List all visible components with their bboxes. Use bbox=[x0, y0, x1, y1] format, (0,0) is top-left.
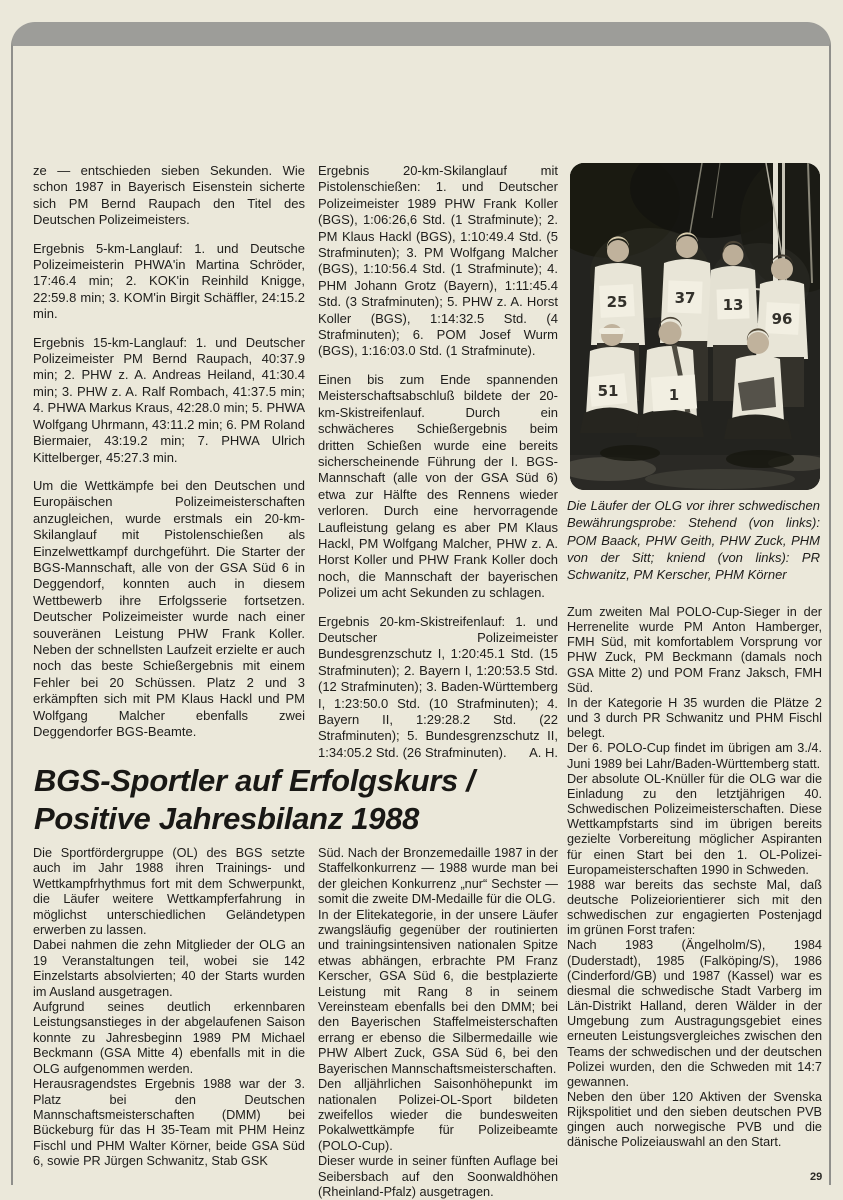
paragraph: Süd. Nach der Bronzemedaille 1987 in der Staffelkonkurrenz — 1988 wurde man bei der gleichen Konkurrenz „nur“ Sechster — somit die zweite DM-Medaille für die OLG. bbox=[318, 846, 558, 907]
article2-column1 bbox=[33, 846, 305, 1170]
article1-column2-body bbox=[318, 163, 558, 761]
photo-caption: Die Läufer der OLG vor ihrer schwedischen Bewährungsprobe: Stehend (von links): POM Baack, PHW Geith, PHW Zuck, PHM von der Sitt; kniend (von links): PR Schwanitz, PM Kerscher, PHM Körner bbox=[567, 498, 820, 583]
headline-line-2: Positive Jahresbilanz 1988 bbox=[34, 800, 420, 836]
article1-column1 bbox=[33, 163, 305, 740]
paragraph: Ergebnis 20-km-Skilanglauf mit Pistolenschießen: 1. und Deutscher Polizeimeister 1989 PHW Frank Koller (BGS), 1:06:26,6 Std. (1 Strafminute); 2. PM Klaus Hackl (BGS), 1:10:49.4 Std. (5 Strafminuten); 3. PM Wolfgang Malcher (BGS), 1:10:56.4 Std. (1 Strafminute); 4. PHM Johann Grotz (Bayern), 1:11:45.4 Std. (3 Strafminuten); 5. PHW z. A. Horst Koller (BGS), 1:14:32.5 Std. (4 Strafminuten); 6. POM Josef Wurm (BGS), 1:16:03.0 Std. (1 Strafminute). bbox=[318, 163, 558, 359]
article2-column3 bbox=[567, 605, 822, 1151]
article1-column2 bbox=[318, 163, 558, 761]
team-photo-illustration bbox=[570, 163, 820, 490]
paragraph: Nach 1983 (Ängelholm/S), 1984 (Duderstadt), 1985 (Falköping/S), 1986 (Cinderford/GB) und 1987 (Kassel) war es diesmal die schwedische Stadt Varberg im Län-Distrikt Halland, deren Wälder in der Umgebung zum Austragungsgebiet eines erneuten Leistungsvergleiches zwischen den Teams der schwedischen und der deutschen Polizei wurden, den die Schweden mit 14:7 gewannen. bbox=[567, 938, 822, 1089]
headline-line-1: BGS-Sportler auf Erfolgskurs / bbox=[34, 763, 475, 798]
paragraph: ze — entschieden sieben Sekunden. Wie schon 1987 in Bayerisch Eisenstein sicherte sich PM Bernd Raupach den Titel des Deutschen Polizeimeisters. bbox=[33, 163, 305, 228]
bib-number: 25 bbox=[606, 293, 628, 311]
paragraph: Um die Wettkämpfe bei den Deutschen und Europäischen Polizeimeisterschaften anzugleichen, wurde erstmals ein 20-km-Skilanglauf mit Pistolenschießen als Einzelwettkampf durchgeführt. Die Starter der BGS-Mannschaft, alle von der GSA Süd 6 in Deggendorf, konnten auch in diesem Wettbewerb ihre Erfolgsserie fortsetzen. Deutscher Polizeimeister wurde nach einer souveränen Leistung PHW Frank Koller. Neben der schnellsten Laufzeit erzielte er auch noch das beste Schießergebnis mit einem Fehler bei 20 Schüssen. Platz 2 und 3 erkämpften sich mit PM Klaus Hackl und PM Wolfgang Malcher ebenfalls zwei Deggendorfer BGS-Beamte. bbox=[33, 477, 305, 739]
bib-hidden bbox=[738, 377, 776, 411]
paragraph: Ergebnis 15-km-Langlauf: 1. und Deutscher Polizeimeister PM Bernd Raupach, 40:37.9 min; 2. PHW z. A. Andreas Heiland, 41:30.4 min; 3. PHW z. A. Ralf Rombach, 41:37.5 min; 4. PHWA Markus Kraus, 42:28.0 min; 5. PHWA Wolfgang Uhrmann, 43:11.2 min; 6. PM Roland Biermaier, 43:19.2 min; 7. PHWA Ulrich Kittelberger, 45:27.3 min. bbox=[33, 334, 305, 465]
paragraph: Der absolute OL-Knüller für die OLG war die Einladung zu den letztjährigen 40. Schwedischen Polizeimeisterschaften. Diese Wettkampfstarts sind im übrigen bereits gezielte Vorbereitung möglicher Aspiranten für einen Start bei den 1. OL-Polizei-Europameisterschaften 1990 in Schweden. bbox=[567, 771, 822, 877]
paragraph: Der 6. POLO-Cup findet im übrigen am 3./4. Juni 1989 bei Lahr/Baden-Württemberg statt. bbox=[567, 741, 822, 771]
paragraph: Die Sportfördergruppe (OL) des BGS setzte auch im Jahr 1988 ihren Trainings- und Wettkampfrhythmus fort mit dem Schwerpunkt, die Läufer weitere Wettkampferfahrung in möglichst unterschiedlichen Geländetypen erwerben zu lassen. bbox=[33, 846, 305, 938]
bib-number: 96 bbox=[771, 310, 793, 328]
paragraph: Neben den über 120 Aktiven der Svenska Rijkspolitiet und den sieben deutschen PVB gingen auch norwegische PVB und die dänische Polizeiauswahl an den Start. bbox=[567, 1090, 822, 1150]
bib-number: 1 bbox=[668, 386, 680, 404]
paragraph: In der Elitekategorie, in der unsere Läufer zwangsläufig gegenüber der routinierten und trainingsintensiven nationalen Spitze etwas abhängen, erbrachte PM Franz Kerscher, GSA Süd 6, die bestplazierte Leistung mit Rang 8 in seinem Vereinsteam ebenfalls bei den DMM; bei den Bayerischen Staffelmeisterschaften errang er ebenso die Silbermedaille wie PHW Albert Zuck, GSA Süd 6, bei den Bayerischen Mannschaftsmeisterschaften. bbox=[318, 907, 558, 1076]
paragraph: In der Kategorie H 35 wurden die Plätze 2 und 3 durch PR Schwanitz und PHM Fischl belegt. bbox=[567, 695, 822, 741]
article2-column2 bbox=[318, 846, 558, 1200]
team-photo-image bbox=[570, 163, 820, 490]
bib-number: 51 bbox=[597, 382, 619, 400]
paragraph: Dieser wurde in seiner fünften Auflage bei Seibersbach auf den Soonwaldhöhen (Rheinland-Pfalz) ausgetragen. bbox=[318, 1154, 558, 1199]
paragraph: Ergebnis 20-km-Skistreifenlauf: 1. und Deutscher Polizeimeister Bundesgrenzschutz I, 1:20:45.1 Std. (15 Strafminuten); 2. Bayern I, 1:20:53.5 Std. (12 Strafminuten); 3. Baden-Württemberg I, 1:23:50.0 Std. (10 Strafminuten); 4. Bayern II, 1:29:28.2 Std. (22 Strafminuten); 5. Bundesgrenzschutz II, 1:34:05.2 Std. (26 Strafminuten). bbox=[318, 613, 558, 760]
paragraph: Aufgrund seines deutlich erkennbaren Leistungsanstieges in der abgelaufenen Saison konnte zu Jahresbeginn 1989 PM Michael Beckmann (GSA Mitte 4) ebenfalls mit in die OLG aufgenommen werden. bbox=[33, 1000, 305, 1076]
paragraph: Zum zweiten Mal POLO-Cup-Sieger in der Herrenelite wurde PM Anton Hamberger, FMH Süd, mit komfortablem Vorsprung vor PHW Zuck, PM Beckmann (damals noch GSA Mitte 2) und POM Franz Jaksch, FMH Süd. bbox=[567, 605, 822, 695]
paragraph: Ergebnis 5-km-Langlauf: 1. und Deutsche Polizeimeisterin PHWA'in Martina Schröder, 17:46.4 min; 2. KOK'in Reinhild Knigge, 22:59.8 min; 3. KOM'in Birgit Schäffler, 24:15.2 min. bbox=[33, 240, 305, 322]
paragraph: Einen bis zum Ende spannenden Meisterschaftsabschluß bildete der 20-km-Skistreifenlauf. Durch ein schwächeres Schießergebnis beim dritten Schießen wurde eine bereits sicherscheinende Führung der I. BGS-Mannschaft (alle von der GSA Süd 6) etwa zur Hälfte des Rennens wieder verloren. Durch eine hervorragende Laufleistung gelang es aber PM Klaus Hackl, PM Wolfgang Malcher, PHW z. A. Horst Koller und PHW Frank Koller doch noch, die Mannschaft der bayerischen Polizei um acht Sekunden zu schlagen. bbox=[318, 371, 558, 601]
paragraph: Dabei nahmen die zehn Mitglieder der OLG an 19 Veranstaltungen teil, wobei sie 142 Einzelstarts absolvierten; 40 der Starts wurden im Ausland ausgetragen. bbox=[33, 938, 305, 999]
paragraph: Herausragendstes Ergebnis 1988 war der 3. Platz bei den Deutschen Mannschaftsmeisterschaften (DMM) bei Bückeburg für das H 35-Team mit PHM Heinz Fischl und PHM Walter Körner, beide GSA Süd 6, sowie PR Jürgen Schwanitz, Stab GSK bbox=[33, 1077, 305, 1169]
page-number: 29 bbox=[810, 1171, 823, 1183]
paragraph: 1988 war bereits das sechste Mal, daß deutsche Polizeiorientierer sich mit den schwedischen zur engagierten Postenjagd im grünen Forst trafen: bbox=[567, 877, 822, 938]
article2-headline bbox=[34, 762, 594, 837]
author-initials: A. H. bbox=[529, 744, 558, 760]
bib-number: 13 bbox=[722, 296, 744, 314]
bib-number: 37 bbox=[674, 289, 696, 307]
paragraph: Den alljährlichen Saisonhöhepunkt im nationalen Polizei-OL-Sport bildeten zweifellos wieder die bundesweiten Pokalwettkämpfe für Polizeibeamte (POLO-Cup). bbox=[318, 1077, 558, 1153]
